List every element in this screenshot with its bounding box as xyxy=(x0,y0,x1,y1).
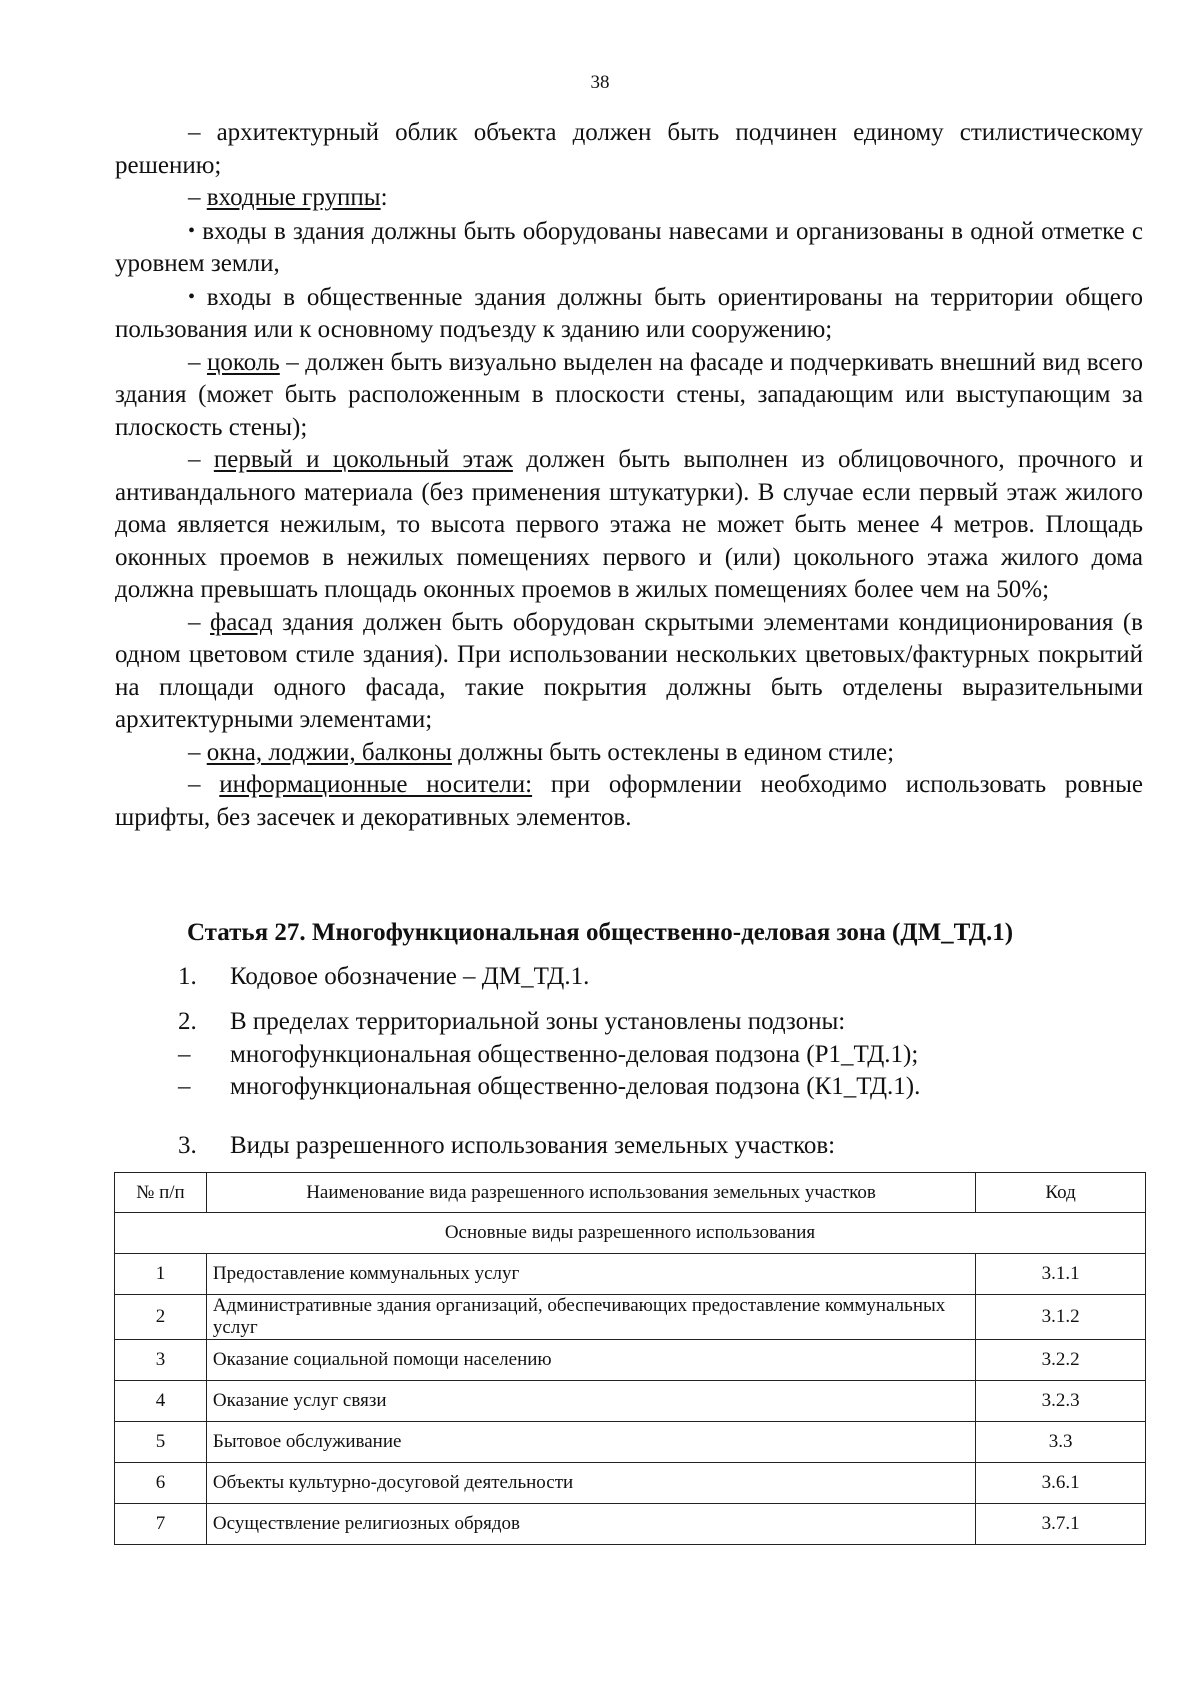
table-section-row xyxy=(115,1213,1146,1254)
term-entrance-groups: входные группы xyxy=(206,184,381,211)
table-row xyxy=(115,1381,1146,1422)
row-code: 3.7.1 xyxy=(976,1504,1146,1545)
sub-item-k1 xyxy=(178,1071,1138,1104)
row-num: 5 xyxy=(115,1422,207,1463)
dash-marker: – xyxy=(188,608,211,636)
row-name: Оказание услуг связи xyxy=(206,1381,975,1422)
permitted-uses-table xyxy=(114,1172,1146,1545)
row-code: 3.1.1 xyxy=(976,1254,1146,1295)
table-row xyxy=(115,1422,1146,1463)
dash-marker: – xyxy=(188,446,214,473)
paragraph-first-floor xyxy=(115,444,1143,607)
bullet-entrances-orientation xyxy=(115,281,1143,347)
paragraph-text: входы в общественные здания должны быть ориентированы на территории общего пользования или к основному подъезду к зданию или сооружению; xyxy=(115,283,1143,343)
paragraph-facade xyxy=(115,607,1143,737)
paragraph-text: – должен быть визуально выделен на фасаде и подчеркивать внешний вид всего здания (может быть расположенным в плоскости стены, западающим или выступающим за плоскость стены); xyxy=(115,348,1143,441)
table-row xyxy=(115,1463,1146,1504)
dash-marker: – xyxy=(178,1040,191,1068)
sub-item-r1 xyxy=(178,1039,1138,1072)
header-num: № п/п xyxy=(115,1173,207,1213)
bullet-icon: • xyxy=(188,219,196,242)
paragraph-text: здания должен быть оборудован скрытыми элементами кондиционирования (в одном цветовом стиле здания). При использовании нескольких цветовых/фактурных покрытий на площади одного фасада, такие покрытия должны быть отделены выразительными архитектурными элементами; xyxy=(115,608,1143,733)
row-code: 3.2.2 xyxy=(976,1340,1146,1381)
row-name: Административные здания организаций, обеспечивающих предоставление коммунальных услуг xyxy=(206,1295,975,1340)
article-heading: Статья 27. Многофункциональная общественно-деловая зона (ДМ_ТД.1) xyxy=(186,919,1014,946)
paragraph-info-carriers xyxy=(115,769,1143,834)
item-text: В пределах территориальной зоны установлены подзоны: xyxy=(230,1008,846,1035)
paragraph-text: – архитектурный облик объекта должен быть подчинен единому стилистическому решению; xyxy=(115,119,1143,179)
term-first-floor: первый и цокольный этаж xyxy=(213,446,513,473)
table-row xyxy=(115,1340,1146,1381)
term-facade: фасад xyxy=(210,608,273,636)
term-windows: окна, лоджии, балконы xyxy=(206,738,452,766)
bullet-icon: • xyxy=(188,285,196,308)
list-item xyxy=(178,1130,1138,1163)
dash-marker: – xyxy=(178,1073,191,1100)
paragraph-architectural-appearance xyxy=(115,117,1143,182)
paragraph-text: : xyxy=(380,184,388,211)
row-name: Оказание социальной помощи населению xyxy=(206,1340,975,1381)
term-info-carriers: информационные носители: xyxy=(219,771,533,798)
row-name: Осуществление религиозных обрядов xyxy=(206,1504,975,1545)
row-code: 3.3 xyxy=(976,1422,1146,1463)
row-name: Объекты культурно-досуговой деятельности xyxy=(206,1463,975,1504)
dash-marker: – xyxy=(188,184,207,211)
requirements-text xyxy=(115,117,1143,834)
numbered-item-2 xyxy=(178,1006,1138,1104)
row-code: 3.6.1 xyxy=(976,1463,1146,1504)
row-num: 6 xyxy=(115,1463,207,1504)
table-row xyxy=(115,1295,1146,1340)
table-row xyxy=(115,1254,1146,1295)
dash-marker: – xyxy=(188,348,207,376)
numbered-item-3 xyxy=(178,1130,1138,1163)
item-number: 3. xyxy=(178,1132,197,1159)
header-code: Код xyxy=(976,1173,1146,1213)
row-num: 7 xyxy=(115,1504,207,1545)
paragraph-plinth xyxy=(115,347,1143,445)
paragraph-text: должен быть выполнен из облицовочного, прочного и антивандального материала (без применения штукатурки). В случае если первый этаж жилого дома является нежилым, то высота первого этажа не может быть менее 4 метров. Площадь оконных проемов в нежилых помещениях первого и (или) цокольного этажа жилого дома должна превышать площадь оконных проемов в жилых помещениях более чем на 50%; xyxy=(115,446,1143,603)
item-text: многофункциональная общественно-деловая подзона (К1_ТД.1). xyxy=(230,1073,921,1100)
item-text: Виды разрешенного использования земельных участков: xyxy=(230,1132,836,1159)
row-code: 3.2.3 xyxy=(976,1381,1146,1422)
row-name: Бытовое обслуживание xyxy=(206,1422,975,1463)
dash-marker: – xyxy=(188,738,207,766)
header-name: Наименование вида разрешенного использования земельных участков xyxy=(206,1173,975,1213)
item-number: 1. xyxy=(178,963,197,990)
item-text: Кодовое обозначение – ДМ_ТД.1. xyxy=(230,963,590,990)
row-num: 2 xyxy=(115,1295,207,1340)
paragraph-text: входы в здания должны быть оборудованы навесами и организованы в одной отметке с уровнем земли, xyxy=(115,217,1143,277)
row-code: 3.1.2 xyxy=(976,1295,1146,1340)
paragraph-text: при оформлении необходимо использовать ровные шрифты, без засечек и декоративных элементов. xyxy=(115,771,1144,831)
page-number: 38 xyxy=(590,72,610,93)
term-plinth: цоколь xyxy=(206,348,280,376)
list-item xyxy=(178,961,1138,994)
dash-marker: – xyxy=(188,771,220,798)
paragraph-entrance-groups xyxy=(115,182,1143,215)
table-row xyxy=(115,1504,1146,1545)
bullet-entrances-canopies xyxy=(115,215,1143,281)
list-item xyxy=(178,1006,1138,1039)
row-num: 1 xyxy=(115,1254,207,1295)
row-name: Предоставление коммунальных услуг xyxy=(206,1254,975,1295)
section-label: Основные виды разрешенного использования xyxy=(115,1213,1146,1254)
row-num: 3 xyxy=(115,1340,207,1381)
row-num: 4 xyxy=(115,1381,207,1422)
paragraph-text: должны быть остеклены в едином стиле; xyxy=(451,738,895,766)
table-header-row xyxy=(115,1173,1146,1213)
item-text: многофункциональная общественно-деловая подзона (Р1_ТД.1); xyxy=(230,1040,919,1068)
paragraph-windows xyxy=(115,737,1143,770)
item-number: 2. xyxy=(178,1008,197,1035)
numbered-item-1 xyxy=(178,961,1138,994)
